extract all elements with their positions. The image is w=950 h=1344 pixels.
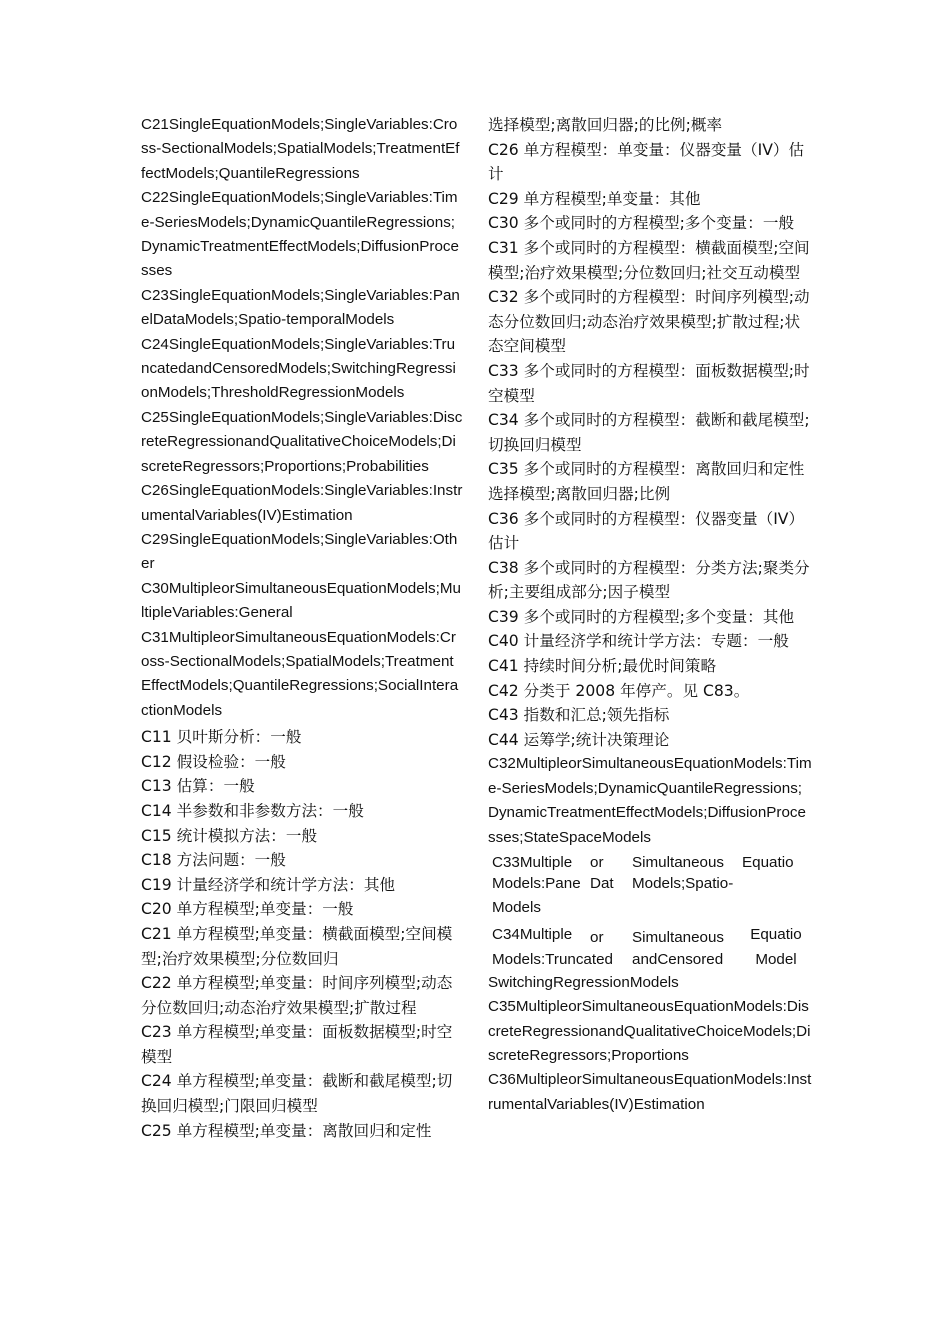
entry-zh-c32: C32 多个或同时的方程模型：时间序列模型;动态分位数回归;动态治疗效果模型;扩散过程;状态空间模型 (488, 288, 810, 356)
entry-zh-c12: C12 假设检验：一般 (141, 752, 286, 771)
entry-en-c31: C31MultipleorSimultaneousEquationModels:Cross-SectionalModels;SpatialModels;TreatmentEffectModels;QuantileRegressions;SocialInteractionModels (141, 628, 459, 719)
entry-en-c32: C32MultipleorSimultaneousEquationModels:Time-SeriesModels;DynamicQuantileRegressions;DynamicTreatmentEffectModels;DiffusionProcesses;StateSpaceModels (488, 755, 812, 846)
frag-cell: C33Multiple (492, 854, 573, 872)
entry-zh-c38: C38 多个或同时的方程模型：分类方法;聚类分析;主要组成部分;因子模型 (488, 558, 810, 602)
fragment-c34-table (492, 925, 810, 971)
entry-zh-c22: C22 单方程模型;单变量：时间序列模型;动态分位数回归;动态治疗效果模型;扩散过程 (141, 974, 453, 1017)
entry-zh-c30: C30 多个或同时的方程模型;多个变量：一般 (488, 214, 795, 233)
entry-en-c25: C25SingleEquationModels;SingleVariables:DiscreteRegressionandQualitativeChoiceModels;DiscreteRegressors;Proportions;Probabilities (141, 408, 463, 475)
entry-zh-c31: C31 多个或同时的方程模型：横截面模型;空间模型;治疗效果模型;分位数回归;社交互动模型 (488, 238, 810, 282)
entry-zh-c23: C23 单方程模型;单变量：面板数据模型;时空模型 (141, 1023, 453, 1066)
entry-zh-c20: C20 单方程模型;单变量：一般 (141, 900, 354, 919)
frag-cell (742, 874, 810, 894)
entry-zh-c42: C42 分类于 2008 年停产。见 C83。 (488, 681, 750, 700)
entry-zh-c21: C21 单方程模型;单变量：横截面模型;空间模型;治疗效果模型;分位数回归 (141, 924, 453, 968)
left-column (141, 113, 463, 1143)
frag-cell: Model (755, 951, 797, 969)
frag-cell: Models:Truncated (492, 951, 613, 969)
frag-cell: Models (492, 898, 541, 916)
entry-en-c30: C30MultipleorSimultaneousEquationModels;MultipleVariables:General (141, 579, 461, 622)
entry-zh-c35: C35 多个或同时的方程模型：离散回归和定性选择模型;离散回归器;比例 (488, 460, 805, 503)
entry-zh-c26: C26 单方程模型：单变量：仪器变量（IV）估计 (488, 140, 805, 184)
frag-cell: Simultaneous (632, 928, 725, 946)
entry-zh-c11: C11 贝叶斯分析：一般 (141, 728, 302, 747)
entry-en-c35: C35MultipleorSimultaneousEquationModels:DiscreteRegressionandQualitativeChoiceModels;DiscreteRegressors;Proportions (488, 998, 811, 1065)
entry-en-c21: C21SingleEquationModels;SingleVariables:Cross-SectionalModels;SpatialModels;TreatmentEffectModels;QuantileRegressions (141, 116, 460, 182)
fragment-c34 (488, 925, 812, 971)
entry-en-c34-tail: SwitchingRegressionModels (488, 973, 679, 991)
frag-cell: Models;Spatio- (632, 874, 734, 892)
entry-en-c24: C24SingleEquationModels;SingleVariables:TruncatedandCensoredModels;SwitchingRegressionModels;ThresholdRegressionModels (141, 335, 456, 402)
entry-en-c22: C22SingleEquationModels;SingleVariables:Time-SeriesModels;DynamicQuantileRegressions;DynamicTreatmentEffectModels;DiffusionProcesses (141, 189, 459, 280)
frag-cell: Equatio (742, 854, 794, 872)
entry-zh-c43: C43 指数和汇总;领先指标 (488, 706, 670, 725)
entry-zh-c14: C14 半参数和非参数方法：一般 (141, 801, 364, 820)
frag-cell: andCensored (632, 951, 724, 969)
entry-zh-c25: C25 单方程模型;单变量：离散回归和定性 (141, 1121, 432, 1140)
frag-cell: Equatio (750, 925, 802, 943)
entry-zh-c41: C41 持续时间分析;最优时间策略 (488, 657, 717, 676)
entry-zh-c15: C15 统计模拟方法：一般 (141, 826, 318, 845)
entry-en-c29: C29SingleEquationModels;SingleVariables:Other (141, 530, 458, 573)
frag-cell: or (590, 854, 604, 872)
fragment-c33-table (492, 853, 810, 922)
entry-zh-c29: C29 单方程模型;单变量：其他 (488, 189, 701, 208)
entry-zh-c39: C39 多个或同时的方程模型;多个变量：其他 (488, 607, 795, 626)
entry-en-c26: C26SingleEquationModels:SingleVariables:InstrumentalVariables(IV)Estimation (141, 482, 463, 524)
frag-cell: Simultaneous (632, 854, 725, 872)
entry-zh-c40: C40 计量经济学和统计学方法：专题：一般 (488, 632, 789, 651)
entry-en-c23: C23SingleEquationModels;SingleVariables:PanelDataModels;Spatio-temporalModels (141, 286, 460, 329)
entry-zh-c34: C34 多个或同时的方程模型：截断和截尾模型;切换回归模型 (488, 411, 810, 454)
frag-cell: C34Multiple (492, 925, 573, 943)
entry-zh-c19: C19 计量经济学和统计学方法：其他 (141, 875, 396, 894)
right-column (488, 113, 812, 1117)
entry-en-c36: C36MultipleorSimultaneousEquationModels:InstrumentalVariables(IV)Estimation (488, 1071, 812, 1113)
frag-cell: or (590, 928, 604, 946)
frag-cell: Models:Pane (492, 874, 581, 892)
entry-zh-c13: C13 估算：一般 (141, 777, 255, 796)
entry-zh-c44: C44 运筹学;统计决策理论 (488, 730, 670, 749)
entry-zh-c24: C24 单方程模型;单变量：截断和截尾模型;切换回归模型;门限回归模型 (141, 1072, 453, 1116)
entry-zh-c36: C36 多个或同时的方程模型：仪器变量（IV）估计 (488, 509, 805, 553)
frag-cell: Dat (590, 874, 614, 892)
entry-zh-c25-continued: 选择模型;离散回归器;的比例;概率 (488, 116, 723, 134)
entry-zh-c33: C33 多个或同时的方程模型：面板数据模型;时空模型 (488, 361, 810, 405)
entry-zh-c18: C18 方法问题：一般 (141, 851, 286, 870)
fragment-c33 (488, 853, 812, 922)
